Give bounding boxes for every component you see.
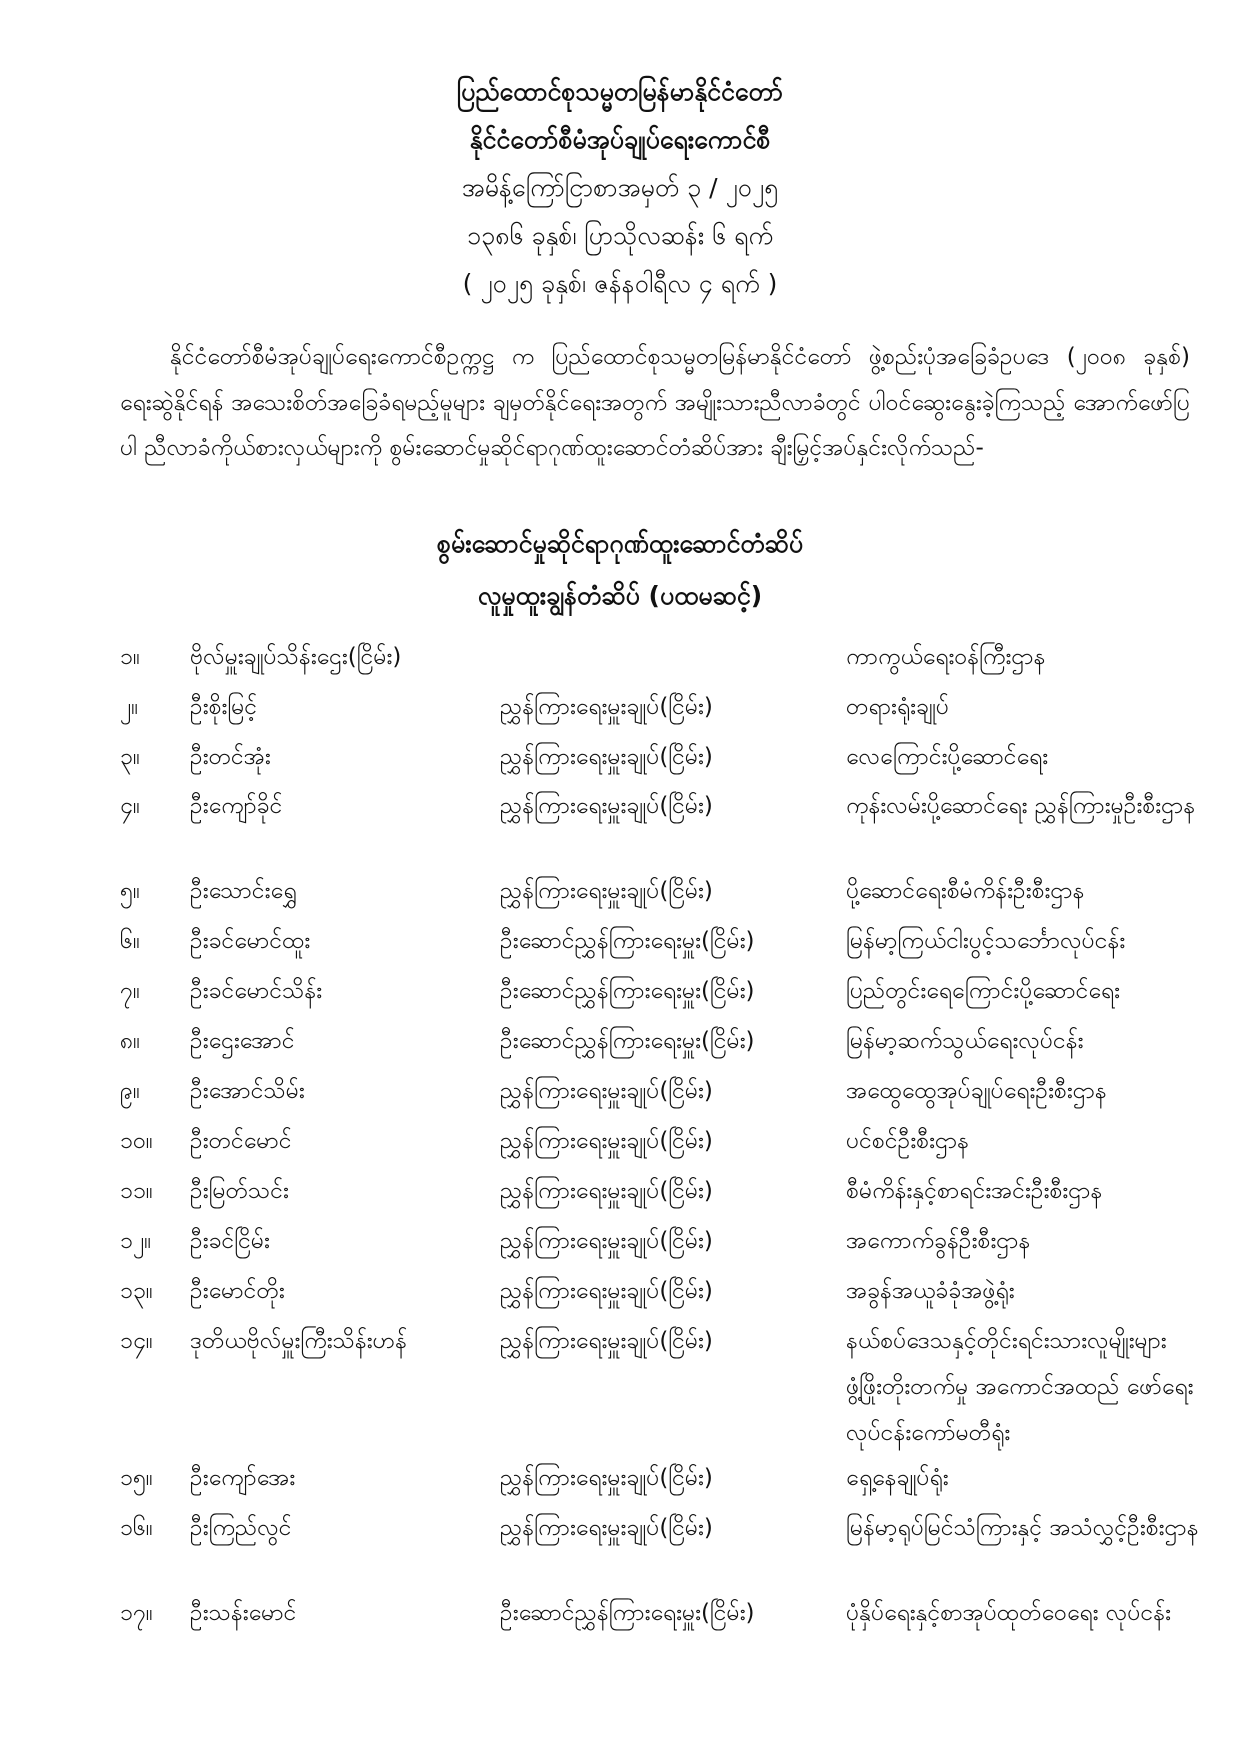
recipient-rank: ညွှန်ကြားရေးမှူးချုပ်(ငြိမ်း)	[500, 1328, 713, 1354]
recipient-number: ၅။	[120, 878, 140, 904]
recipient-rank: ဦးဆောင်ညွှန်ကြားရေးမှူး(ငြိမ်း)	[500, 1028, 755, 1054]
recipient-number: ၆။	[120, 928, 140, 954]
recipient-name: ဦးမောင်တိုး	[190, 1278, 285, 1304]
recipient-number: ၁၃။	[120, 1278, 153, 1304]
recipient-rank: ညွှန်ကြားရေးမှူးချုပ်(ငြိမ်း)	[500, 694, 713, 720]
recipient-number: ၁၆။	[120, 1515, 153, 1541]
recipient-name: ဦးသောင်းရွှေ	[190, 878, 297, 904]
recipient-department: တရားရုံးချုပ်	[846, 694, 949, 720]
recipient-number: ၁၇။	[120, 1600, 153, 1626]
recipient-number: ၈။	[120, 1028, 141, 1054]
recipient-name: ဦးခင်ငြိမ်း	[190, 1228, 270, 1254]
recipient-number: ၁။	[120, 644, 140, 670]
recipient-rank: ညွှန်ကြားရေးမှူးချုပ်(ငြိမ်း)	[500, 1515, 713, 1541]
recipient-department: လေကြောင်းပို့ဆောင်ရေး	[846, 744, 1049, 770]
recipient-name: ဦးဌေးအောင်	[190, 1028, 295, 1054]
recipient-name: ဦးကျော်အေး	[190, 1465, 296, 1491]
recipient-rank: ညွှန်ကြားရေးမှူးချုပ်(ငြိမ်း)	[500, 1465, 713, 1491]
recipient-name: ဒုတိယဗိုလ်မှူးကြီးသိန်းဟန်	[190, 1328, 407, 1354]
recipient-department: အကောက်ခွန်ဦးစီးဌာန	[846, 1228, 1031, 1254]
recipient-name: ဗိုလ်မှူးချုပ်သိန်းဌေး(ငြိမ်း)	[190, 644, 402, 670]
header-country: ပြည်ထောင်စုသမ္မတမြန်မာနိုင်ငံတော်	[456, 77, 784, 106]
recipient-department: ကာကွယ်ရေးဝန်ကြီးဌာန	[846, 644, 1046, 670]
recipient-rank: ဦးဆောင်ညွှန်ကြားရေးမှူး(ငြိမ်း)	[500, 928, 755, 954]
recipient-department: ပုံနှိပ်ရေးနှင့်စာအုပ်ထုတ်ဝေရေး လုပ်ငန်း	[846, 1600, 1171, 1626]
recipient-name: ဦးတင်အုံး	[190, 744, 271, 770]
recipient-department: စီမံကိန်းနှင့်စာရင်းအင်းဦးစီးဌာန	[846, 1178, 1103, 1204]
recipient-number: ၄။	[120, 793, 140, 819]
recipient-name: ဦးသန်းမောင်	[190, 1600, 297, 1626]
recipient-number: ၂။	[120, 694, 139, 720]
recipient-number: ၁၅။	[120, 1465, 153, 1491]
recipient-department: ပြည်တွင်းရေကြောင်းပို့ဆောင်ရေး	[846, 978, 1120, 1004]
recipient-department: နယ်စပ်ဒေသနှင့်တိုင်းရင်းသားလူမျိုးများ ဖွံ့ဖြိုးတိုးတက်မှု အကောင်အထည် ဖော်ရေးလုပ်ငန်းကော်မတီရုံး	[846, 1328, 1194, 1446]
recipient-name: ဦးတင်မောင်	[190, 1128, 292, 1154]
recipient-name: ဦးကျော်ခိုင်	[190, 793, 283, 819]
recipient-rank: ညွှန်ကြားရေးမှူးချုပ်(ငြိမ်း)	[500, 1228, 713, 1254]
recipient-name: ဦးအောင်သိမ်း	[190, 1078, 305, 1104]
recipient-department: မြန်မာ့ဆက်သွယ်ရေးလုပ်ငန်း	[846, 1028, 1084, 1054]
recipient-number: ၁၂။	[120, 1228, 152, 1254]
recipient-department: ကုန်းလမ်းပို့ဆောင်ရေး ညွှန်ကြားမှုဦးစီးဌာန	[846, 793, 1196, 819]
recipient-name: ဦးမြတ်သင်း	[190, 1178, 289, 1204]
recipient-department: ပို့ဆောင်ရေးစီမံကိန်းဦးစီးဌာန	[846, 878, 1085, 904]
recipient-number: ၇။	[120, 978, 140, 1004]
recipient-name: ဦးခင်မောင်ထူး	[190, 928, 311, 954]
recipient-department: ပင်စင်ဦးစီးဌာန	[846, 1128, 970, 1154]
recipient-department: အထွေထွေအုပ်ချုပ်ရေးဦးစီးဌာန	[846, 1078, 1107, 1104]
recipient-department: မြန်မာ့ကြယ်ငါးပွင့်သင်္ဘောလုပ်ငန်း	[846, 928, 1126, 954]
recipient-rank: ညွှန်ကြားရေးမှူးချုပ်(ငြိမ်း)	[500, 1178, 713, 1204]
recipient-rank: ဦးဆောင်ညွှန်ကြားရေးမှူး(ငြိမ်း)	[500, 978, 755, 1004]
recipient-department: မြန်မာ့ရုပ်မြင်သံကြားနှင့် အသံလွှင့်ဦးစီးဌာန	[846, 1515, 1199, 1541]
recipient-rank: ဦးဆောင်ညွှန်ကြားရေးမှူး(ငြိမ်း)	[500, 1600, 755, 1626]
section-subtitle: လူမှုထူးချွန်တံဆိပ် (ပထမဆင့်)	[477, 581, 763, 610]
recipient-rank: ညွှန်ကြားရေးမှူးချုပ်(ငြိမ်း)	[500, 793, 713, 819]
header-order-number: အမိန့်ကြော်ငြာစာအမှတ် ၃ / ၂၀၂၅	[461, 173, 779, 202]
recipient-number: ၁၄။	[120, 1328, 153, 1354]
section-title: စွမ်းဆောင်မှုဆိုင်ရာဂုဏ်ထူးဆောင်တံဆိပ်	[436, 529, 804, 558]
recipient-name: ဦးခင်မောင်သိန်း	[190, 978, 323, 1004]
recipient-rank: ညွှန်ကြားရေးမှူးချုပ်(ငြိမ်း)	[500, 1278, 713, 1304]
header-gregorian-date: ( ၂၀၂၅ ခုနှစ်၊ ဇန်နဝါရီလ ၄ ရက် )	[462, 269, 778, 298]
recipient-rank: ညွှန်ကြားရေးမှူးချုပ်(ငြိမ်း)	[500, 1128, 713, 1154]
recipient-number: ၁၀။	[120, 1128, 153, 1154]
recipient-department: ရှေ့နေချုပ်ရုံး	[846, 1465, 949, 1491]
recipient-name: ဦးစိုးမြင့်	[190, 694, 258, 720]
body-paragraph: နိုင်ငံတော်စီမံအုပ်ချုပ်ရေးကောင်စီဥက္ကဋ္ဌ က ပြည်ထောင်စုသမ္မတမြန်မာနိုင်ငံတော် ဖွဲ့စည်းပုံအခြေခံဥပဒေ (၂၀၀၈ ခုနှစ်) ရေးဆွဲနိုင်ရန် အသေးစိတ်အခြေခံရမည့်မူများ ချမှတ်နိုင်ရေးအတွက် အမျိုးသားညီလာခံတွင် ပါဝင်ဆွေးနွေးခဲ့ကြသည့် အောက်ဖော်ပြပါ ညီလာခံကိုယ်စားလှယ်များကို စွမ်းဆောင်မှုဆိုင်ရာဂုဏ်ထူးဆောင်တံဆိပ်အား ချီးမြှင့်အပ်နှင်းလိုက်သည်-	[120, 344, 1190, 461]
recipient-department: အခွန်အယူခံခုံအဖွဲ့ရုံး	[846, 1278, 1015, 1304]
recipient-rank: ညွှန်ကြားရေးမှူးချုပ်(ငြိမ်း)	[500, 744, 713, 770]
recipient-number: ၁၁။	[120, 1178, 153, 1204]
recipient-rank: ညွှန်ကြားရေးမှူးချုပ်(ငြိမ်း)	[500, 878, 713, 904]
recipient-number: ၉။	[120, 1078, 140, 1104]
recipient-rank: ညွှန်ကြားရေးမှူးချုပ်(ငြိမ်း)	[500, 1078, 713, 1104]
header-council: နိုင်ငံတော်စီမံအုပ်ချုပ်ရေးကောင်စီ	[469, 125, 771, 154]
recipient-name: ဦးကြည်လွင်	[190, 1515, 292, 1541]
header-myanmar-date: ၁၃၈၆ ခုနှစ်၊ ပြာသိုလဆန်း ၆ ရက်	[467, 221, 773, 250]
recipient-number: ၃။	[120, 744, 140, 770]
